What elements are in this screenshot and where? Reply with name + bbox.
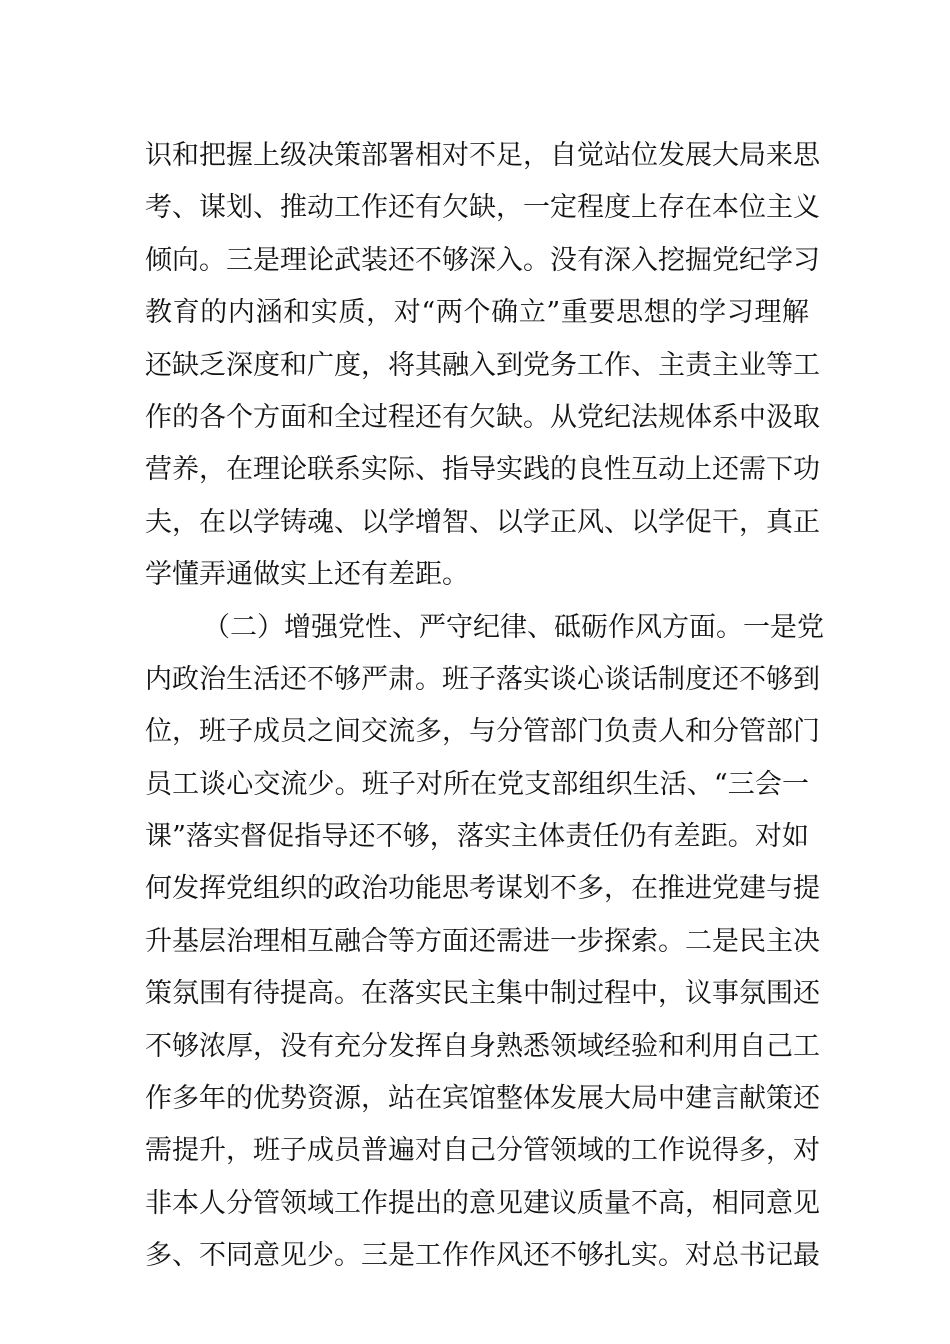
text-line: 内政治生活还不够严肃。班子落实谈心谈话制度还不够到 — [145, 663, 820, 695]
text-line: 教育的内涵和实质，对“两个确立”重要思想的学习理解 — [145, 297, 809, 329]
section-heading-line: （二）增强党性、严守纪律、砥砺作风方面。一是党 — [203, 611, 824, 643]
text-line: 考、谋划、推动工作还有欠缺，一定程度上存在本位主义 — [145, 192, 820, 224]
text-line: 营养，在理论联系实际、指导实践的良性互动上还需下功 — [145, 454, 820, 486]
text-line: 升基层治理相互融合等方面还需进一步探索。二是民主决 — [145, 925, 820, 957]
text-line: 课”落实督促指导还不够，落实主体责任仍有差距。对如 — [145, 821, 809, 853]
text-line: 识和把握上级决策部署相对不足，自觉站位发展大局来思 — [145, 140, 820, 171]
text-line: 需提升，班子成员普遍对自己分管领域的工作说得多，对 — [145, 1135, 820, 1167]
text-line: 何发挥党组织的政治功能思考谋划不多，在推进党建与提 — [145, 873, 820, 905]
text-line: 作多年的优势资源，站在宾馆整体发展大局中建言献策还 — [145, 1083, 820, 1115]
paragraph-end-line: 学懂弄通做实上还有差距。 — [145, 559, 469, 591]
text-line: 还缺乏深度和广度，将其融入到党务工作、主责主业等工 — [145, 349, 820, 381]
text-line: 位，班子成员之间交流多，与分管部门负责人和分管部门 — [145, 716, 820, 748]
text-line: 员工谈心交流少。班子对所在党支部组织生活、“三会一 — [145, 768, 809, 800]
body-text — [145, 130, 824, 1283]
text-line: 倾向。三是理论武装还不够深入。没有深入挖掘党纪学习 — [145, 244, 820, 276]
text-line: 夫，在以学铸魂、以学增智、以学正风、以学促干，真正 — [145, 506, 820, 538]
text-line: 多、不同意见少。三是工作作风还不够扎实。对总书记最 — [145, 1240, 820, 1272]
text-line: 非本人分管领域工作提出的意见建议质量不高，相同意见 — [145, 1187, 820, 1219]
text-line: 策氛围有待提高。在落实民主集中制过程中，议事氛围还 — [145, 978, 820, 1010]
text-line: 不够浓厚，没有充分发挥自身熟悉领域经验和利用自己工 — [145, 1030, 820, 1062]
text-line: 作的各个方面和全过程还有欠缺。从党纪法规体系中汲取 — [145, 401, 820, 433]
